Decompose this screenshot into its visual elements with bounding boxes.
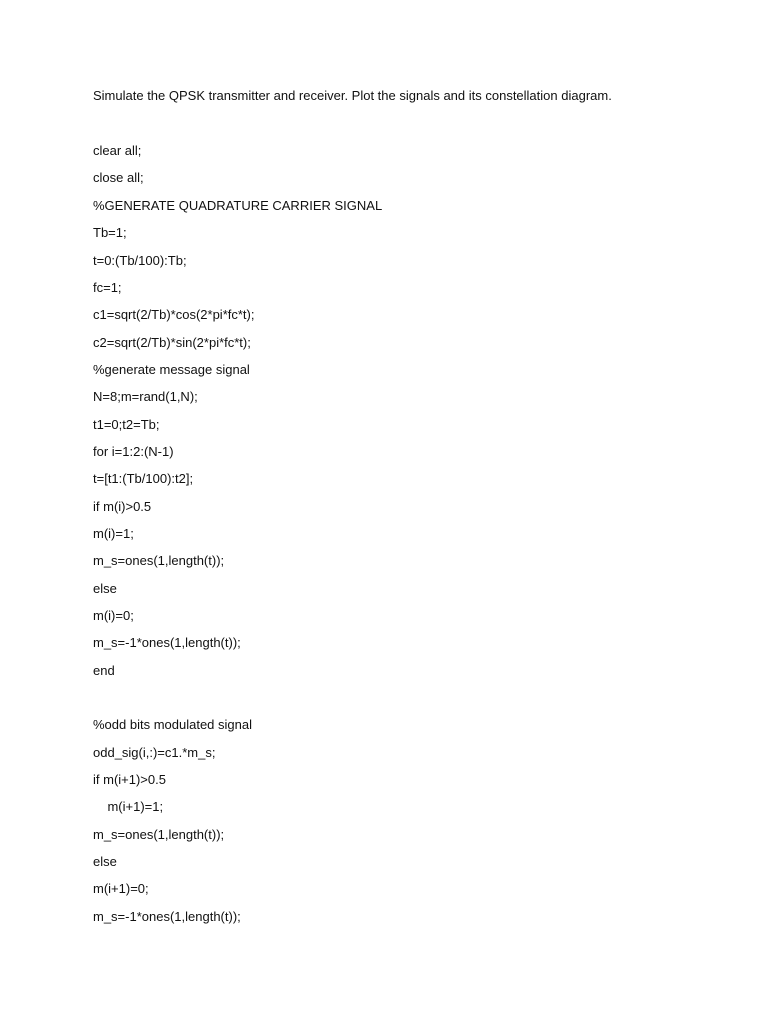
code-line: c2=sqrt(2/Tb)*sin(2*pi*fc*t); <box>93 335 251 350</box>
code-line: t=0:(Tb/100):Tb; <box>93 253 187 268</box>
code-line: m(i)=0; <box>93 608 134 623</box>
code-line: m_s=ones(1,length(t)); <box>93 827 225 842</box>
code-line: m(i+1)=1; <box>93 799 164 814</box>
code-line: for i=1:2:(N-1) <box>93 444 174 459</box>
code-line: m_s=-1*ones(1,length(t)); <box>93 635 241 650</box>
code-comment: %GENERATE QUADRATURE CARRIER SIGNAL <box>93 198 383 213</box>
code-line: m_s=-1*ones(1,length(t)); <box>93 909 241 924</box>
document-heading: Simulate the QPSK transmitter and receiver. Plot the signals and its constellation diagram. <box>93 88 612 103</box>
code-line: if m(i)>0.5 <box>93 499 152 514</box>
code-comment: %generate message signal <box>93 362 250 377</box>
code-line: Tb=1; <box>93 225 127 240</box>
code-line: end <box>93 663 115 678</box>
code-line: t1=0;t2=Tb; <box>93 417 160 432</box>
code-line: c1=sqrt(2/Tb)*cos(2*pi*fc*t); <box>93 307 255 322</box>
code-line: close all; <box>93 170 144 185</box>
code-line: fc=1; <box>93 280 122 295</box>
code-line: m(i)=1; <box>93 526 134 541</box>
code-line: N=8;m=rand(1,N); <box>93 389 198 404</box>
code-line: clear all; <box>93 143 142 158</box>
code-line: else <box>93 581 117 596</box>
code-line: m_s=ones(1,length(t)); <box>93 553 225 568</box>
code-line: odd_sig(i,:)=c1.*m_s; <box>93 745 216 760</box>
code-line: if m(i+1)>0.5 <box>93 772 166 787</box>
code-line: t=[t1:(Tb/100):t2]; <box>93 471 194 486</box>
code-comment: %odd bits modulated signal <box>93 717 252 732</box>
code-line: else <box>93 854 117 869</box>
code-line: m(i+1)=0; <box>93 881 149 896</box>
